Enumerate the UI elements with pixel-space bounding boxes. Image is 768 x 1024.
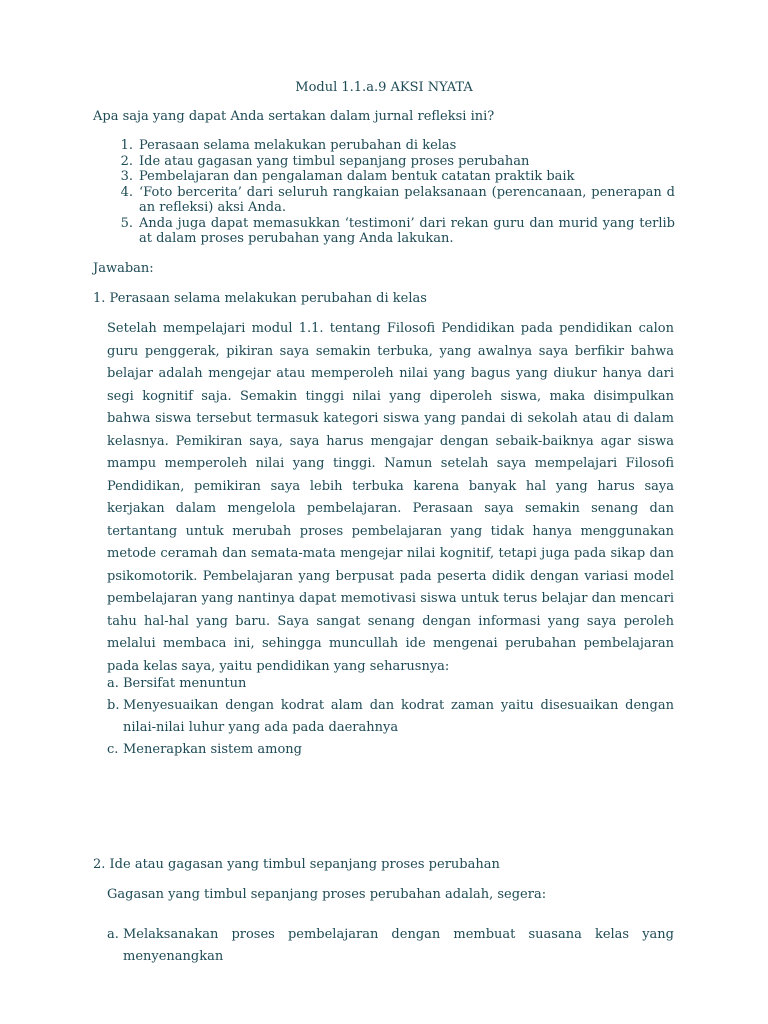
list-text: Pembelajaran dan pengalaman dalam bentuk catatan praktik baik	[139, 169, 575, 184]
list-item	[93, 185, 675, 216]
list-number: 4.	[120, 184, 133, 200]
list-number: 1.	[120, 138, 133, 153]
sublist-label: b.	[107, 698, 120, 713]
section1-paragraph: Setelah mempelajari modul 1.1. tentang Filosofi Pendidikan pada pendidikan calon guru penggerak, pikiran saya semakin terbuka, yang awalnya saya berfikir bahwa belajar adalah mengejar atau memperoleh nilai yang bagus yang diukur hanya dari segi kognitif saja. Semakin tinggi nilai yang diperoleh siswa, maka disimpulkan bahwa siswa tersebut termasuk kategori siswa yang pandai di sekolah atau di dalam kelasnya. Pemikiran saya, saya harus mengajar dengan sebaik-baiknya agar siswa mampu memperoleh nilai yang tinggi. Namun setelah saya mempelajari Filosofi Pendidikan, pemikiran saya lebih terbuka karena banyak hal yang harus saya kerjakan dalam mengelola pembelajaran. Perasaan saya semakin senang dan tertantang untuk merubah proses pembelajaran yang tidak hanya menggunakan metode ceramah dan semata-mata mengejar nilai kognitif, tetapi juga pada sikap dan psikomotorik. Pembelajaran yang berpusat pada peserta didik dengan variasi model pembelajaran yang nantinya dapat memotivasi siswa untuk terus belajar dan mencari tahu hal-hal yang baru. Saya sangat senang dengan informasi yang saya peroleh melalui membaca ini, sehingga muncullah ide mengenai perubahan pembelajaran pada kelas saya, yaitu pendidikan yang seharusnya:	[107, 321, 674, 674]
sublist-label: a.	[107, 927, 119, 942]
list-text: ‘Foto bercerita’ dari seluruh rangkaian pelaksanaan (perencanaan, penerapan dan refleksi) aksi Anda.	[139, 184, 675, 215]
sublist-item	[107, 695, 674, 739]
section1-sublist	[107, 673, 674, 761]
list-number: 3.	[120, 169, 133, 184]
list-item	[93, 154, 675, 170]
sublist-item	[107, 739, 674, 761]
sublist-text: Menerapkan sistem among	[123, 742, 302, 757]
section2-intro: Gagasan yang timbul sepanjang proses perubahan adalah, segera:	[107, 887, 547, 902]
answer-label: Jawaban:	[93, 261, 154, 276]
numbered-list	[93, 138, 675, 247]
list-text: Ide atau gagasan yang timbul sepanjang proses perubahan	[139, 153, 530, 169]
list-text: Perasaan selama melakukan perubahan di kelas	[139, 138, 457, 153]
list-item	[93, 216, 675, 247]
section2-heading: 2. Ide atau gagasan yang timbul sepanjang proses perubahan	[93, 857, 500, 872]
page-title: Modul 1.1.a.9 AKSI NYATA	[295, 80, 473, 95]
sublist-item	[107, 673, 674, 695]
sublist-text: Bersifat menuntun	[123, 676, 247, 691]
list-text: Anda juga dapat memasukkan ‘testimoni’ dari rekan guru dan murid yang terlibat dalam proses perubahan yang Anda lakukan.	[139, 215, 675, 246]
list-number: 5.	[120, 215, 133, 231]
sublist-label: a.	[107, 676, 119, 691]
sublist-text: Menyesuaikan dengan kodrat alam dan kodrat zaman yaitu disesuaikan dengan nilai-nilai luhur yang ada pada daerahnya	[123, 698, 674, 735]
sublist-text: Melaksanakan proses pembelajaran dengan membuat suasana kelas yang menyenangkan	[123, 927, 674, 964]
list-number: 2.	[120, 153, 133, 169]
section1-heading: 1. Perasaan selama melakukan perubahan di kelas	[93, 291, 427, 306]
sublist-label: c.	[107, 742, 119, 757]
intro-question: Apa saja yang dapat Anda sertakan dalam jurnal refleksi ini?	[93, 109, 495, 124]
sublist-item	[107, 924, 674, 968]
list-item	[93, 169, 675, 185]
section2-sublist	[107, 924, 674, 968]
list-item	[93, 138, 675, 154]
